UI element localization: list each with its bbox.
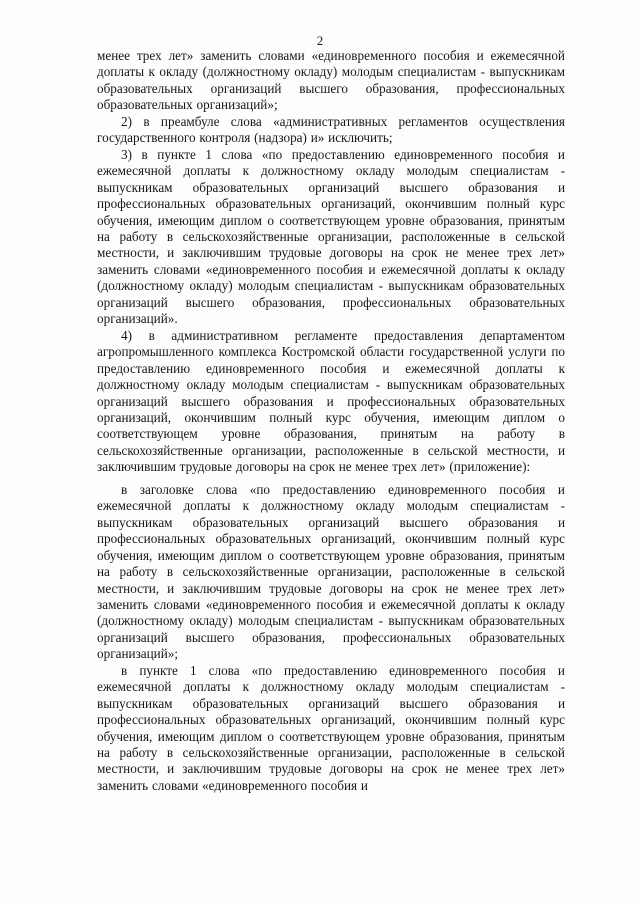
paragraph-continuation: менее трех лет» заменить словами «единовременного пособия и ежемесячной доплаты к окладу (должностному окладу) молодым специалистам - выпускникам образовательных организаций высшего образования, профессиональных образовательных организаций»; bbox=[97, 48, 565, 113]
paragraph-item-2: 2) в преамбуле слова «административных регламентов осуществления государственного контроля (надзора) и» исключить; bbox=[97, 113, 565, 146]
document-body bbox=[97, 48, 565, 794]
page-number: 2 bbox=[316, 33, 324, 48]
paragraph-item-4: 4) в административном регламенте предоставления департаментом агропромышленного комплекса Костромской области государственной услуги по предоставлению единовременного пособия и ежемесячной доплаты к должностному окладу молодым специалистам - выпускникам образовательных организаций высшего образования и профессиональных образовательных организаций, окончившим полный курс обучения, имеющим диплом о соответствующем уровне образования, принятым на работу в сельскохозяйственные организации, расположенные в сельской местности, и заключившим трудовые договоры на срок не менее трех лет» (приложение): bbox=[97, 327, 565, 475]
paragraph-title-amendment: в заголовке слова «по предоставлению единовременного пособия и ежемесячной доплаты к должностному окладу молодым специалистам - выпускникам образовательных организаций высшего образования и профессиональных образовательных организаций, окончившим полный курс обучения, имеющим диплом о соответствующем уровне образования, принятым на работу в сельскохозяйственные организации, расположенные в сельской местности, и заключившим трудовые договоры на срок не менее трех лет» заменить словами «единовременного пособия и ежемесячной доплаты к окладу (должностному окладу) молодым специалистам - выпускникам образовательных организаций высшего образования, профессиональных образовательных организаций»; bbox=[97, 481, 565, 662]
paragraph-point-1-amendment: в пункте 1 слова «по предоставлению единовременного пособия и ежемесячной доплаты к должностному окладу молодым специалистам - выпускникам образовательных организаций высшего образования и профессиональных образовательных организаций, окончившим полный курс обучения, имеющим диплом о соответствующем уровне образования, принятым на работу в сельскохозяйственные организации, расположенные в сельской местности, и заключившим трудовые договоры на срок не менее трех лет» заменить словами «единовременного пособия и bbox=[97, 662, 565, 793]
paragraph-item-3: 3) в пункте 1 слова «по предоставлению единовременного пособия и ежемесячной доплаты к должностному окладу молодым специалистам - выпускникам образовательных организаций высшего образования и профессиональных образовательных организаций, окончившим полный курс обучения, имеющим диплом о соответствующем уровне образования, принятым на работу в сельскохозяйственные организации, расположенные в сельской местности, и заключившим трудовые договоры на срок не менее трех лет» заменить словами «единовременного пособия и ежемесячной доплаты к окладу (должностному окладу) молодым специалистам - выпускникам образовательных организаций высшего образования, профессиональных образовательных организаций». bbox=[97, 146, 565, 327]
